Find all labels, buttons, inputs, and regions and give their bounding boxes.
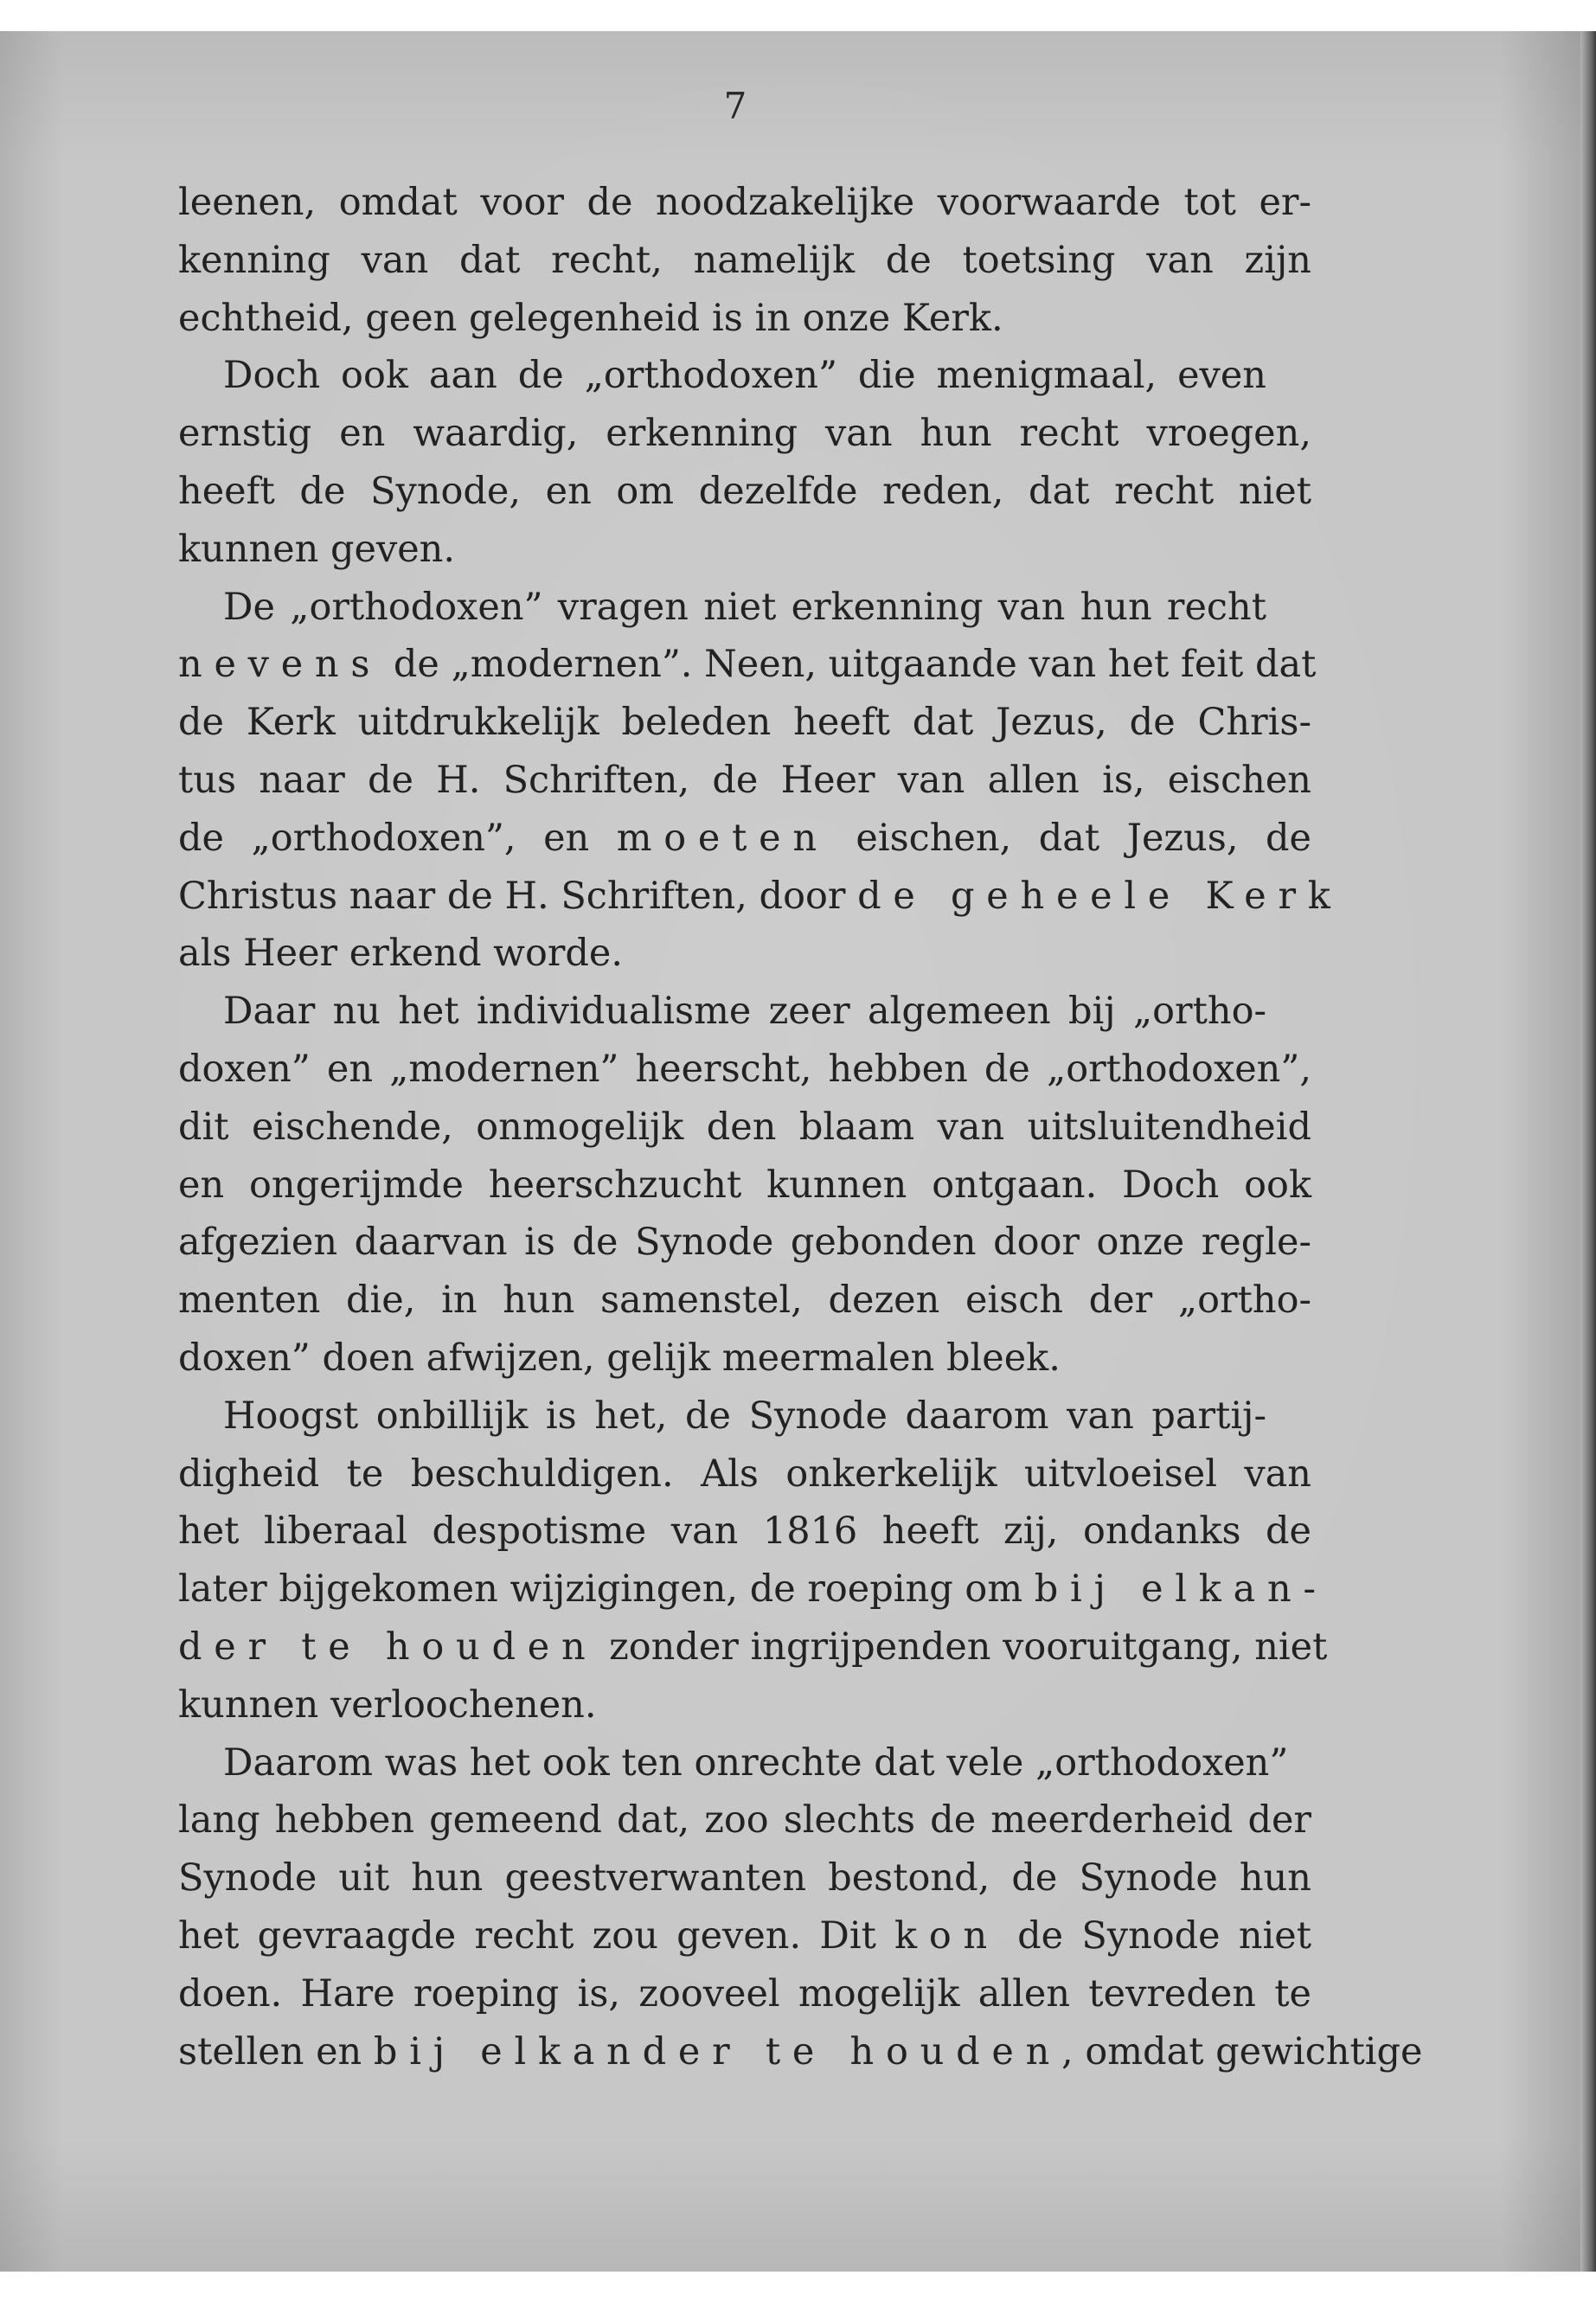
spaced-emphasis: bij elkander te houden <box>373 2029 1062 2073</box>
text-line <box>178 636 1317 694</box>
text-run: Hoogst onbillijk is het, de Synode daarom van partij- <box>223 1394 1266 1438</box>
text-run: Doch ook aan de „orthodoxen” die menigmaal, even <box>223 354 1266 398</box>
text-line <box>178 1099 1311 1157</box>
spaced-emphasis: moeten <box>616 816 829 860</box>
page-edge-shadow <box>1580 31 1596 2272</box>
text-line <box>178 1907 1311 1965</box>
text-line-content <box>178 1099 1311 1157</box>
text-line <box>178 752 1311 810</box>
scanned-page <box>0 31 1596 2272</box>
text-line <box>178 579 1311 637</box>
text-line-content <box>178 521 1311 579</box>
text-run: menten die, in hun samenstel, dezen eisch der „ortho- <box>178 1279 1311 1323</box>
text-line <box>178 925 1311 983</box>
text-line-content <box>178 1041 1311 1099</box>
text-line-content <box>178 232 1311 290</box>
spaced-emphasis: kon <box>894 1913 999 1958</box>
text-line <box>178 1561 1328 1618</box>
text-run: afgezien daarvan is de Synode gebonden door onze regle- <box>178 1221 1311 1265</box>
text-line <box>178 174 1311 232</box>
text-run: de „orthodoxen”, en <box>178 816 617 860</box>
text-line <box>178 983 1311 1041</box>
text-run: kunnen geven. <box>178 527 456 571</box>
text-line-content <box>178 405 1311 463</box>
spaced-emphasis: bij elkan- <box>1034 1567 1328 1612</box>
text-run: eischen, dat Jezus, de <box>828 816 1311 860</box>
text-line <box>178 405 1311 463</box>
text-line-content <box>178 1791 1311 1849</box>
text-run: Christus naar de H. Schriften, door <box>178 874 858 918</box>
text-run: kenning van dat recht, namelijk de toetsing van zijn <box>178 238 1311 282</box>
text-line <box>178 1849 1311 1907</box>
text-run: als Heer erkend worde. <box>178 932 624 976</box>
text-line <box>178 1791 1311 1849</box>
text-line-content <box>178 1445 1311 1503</box>
spaced-emphasis: der te houden <box>178 1625 598 1669</box>
text-line <box>178 694 1311 752</box>
text-line-content <box>178 290 1311 348</box>
text-run: lang hebben gemeend dat, zoo slechts de meerderheid der <box>178 1798 1311 1843</box>
text-line-content <box>178 752 1311 810</box>
text-run: , omdat gewichtige <box>1061 2029 1423 2073</box>
text-run: stellen en <box>178 2029 374 2073</box>
text-line-content <box>223 1734 1289 1792</box>
text-line <box>178 810 1311 868</box>
body-text <box>178 174 1423 2080</box>
text-run: Daar nu het individualisme zeer algemeen bij „ortho- <box>223 990 1266 1034</box>
text-line-content <box>178 1272 1311 1330</box>
text-line <box>178 1157 1311 1215</box>
text-line-content <box>178 1503 1311 1561</box>
text-run: doen. Hare roeping is, zooveel mogelijk allen tevreden te <box>178 1971 1311 2016</box>
text-line-content <box>223 1388 1266 1445</box>
text-line-content <box>178 1849 1311 1907</box>
text-line <box>178 1676 1311 1734</box>
text-line-content <box>178 694 1311 752</box>
text-line-content <box>178 636 1317 694</box>
text-run: kunnen verloochenen. <box>178 1682 597 1727</box>
text-run: echtheid, geen gelegenheid is in onze Kerk. <box>178 296 1003 340</box>
text-line-content <box>178 925 1311 983</box>
text-run: ernstig en waardig, erkenning van hun recht vroegen, <box>178 412 1311 456</box>
text-line-content <box>178 868 1343 926</box>
text-line-content <box>178 1676 1311 1734</box>
text-line <box>178 1272 1311 1330</box>
text-run: het gevraagde recht zou geven. Dit <box>178 1913 895 1958</box>
text-run: digheid te beschuldigen. Als onkerkelijk uitvloeisel van <box>178 1452 1311 1496</box>
text-line-content <box>178 1561 1328 1618</box>
text-run: en ongerijmde heerschzucht kunnen ontgaan. Doch ook <box>178 1163 1311 1207</box>
text-line <box>178 463 1311 521</box>
text-line <box>178 347 1311 405</box>
text-line <box>178 868 1343 926</box>
text-line <box>178 232 1311 290</box>
text-line <box>178 1503 1311 1561</box>
text-line-content <box>178 463 1311 521</box>
text-line <box>178 1214 1311 1272</box>
text-run: de Kerk uitdrukkelijk beleden heeft dat Jezus, de Chris- <box>178 701 1311 745</box>
text-line <box>178 1330 1311 1388</box>
text-line-content <box>178 1907 1311 1965</box>
text-line-content <box>178 1157 1311 1215</box>
text-run: leenen, omdat voor de noodzakelijke voorwaarde tot er- <box>178 181 1311 224</box>
text-line <box>178 1734 1311 1792</box>
text-line-content <box>223 579 1266 637</box>
text-line <box>178 1618 1328 1676</box>
spaced-emphasis: de geheele Kerk <box>857 874 1343 918</box>
text-run: de Synode niet <box>998 1913 1311 1958</box>
text-line <box>178 1041 1311 1099</box>
text-run: zonder ingrijpenden vooruitgang, niet <box>597 1625 1328 1669</box>
text-run: doxen” doen afwijzen, gelijk meermalen bleek. <box>178 1336 1061 1380</box>
text-line <box>178 2023 1423 2081</box>
text-run: later bijgekomen wijzigingen, de roeping om <box>178 1567 1035 1612</box>
text-line-content <box>178 1965 1311 2023</box>
text-run: de „modernen”. Neen, uitgaande van het feit dat <box>381 643 1317 687</box>
text-run: doxen” en „modernen” heerscht, hebben de „orthodoxen”, <box>178 1047 1311 1091</box>
text-run: Daarom was het ook ten onrechte dat vele „orthodoxen” <box>223 1740 1289 1785</box>
text-line-content <box>178 810 1311 868</box>
text-line-content <box>223 347 1266 405</box>
text-run: tus naar de H. Schriften, de Heer van allen is, eischen <box>178 758 1311 802</box>
text-line-content <box>178 1618 1328 1676</box>
text-line <box>178 1388 1311 1445</box>
text-line-content <box>223 983 1266 1041</box>
text-run: De „orthodoxen” vragen niet erkenning van hun recht <box>223 585 1266 629</box>
spaced-emphasis: nevens <box>178 643 382 687</box>
page-number: 7 <box>723 85 747 127</box>
text-run: Synode uit hun geestverwanten bestond, de Synode hun <box>178 1856 1311 1900</box>
text-line-content <box>178 1214 1311 1272</box>
text-run: heeft de Synode, en om dezelfde reden, dat recht niet <box>178 469 1311 513</box>
text-line-content <box>178 2023 1423 2081</box>
text-line-content <box>178 1330 1311 1388</box>
text-line-content <box>178 174 1311 232</box>
text-line <box>178 521 1311 579</box>
text-run: het liberaal despotisme van 1816 heeft zij, ondanks de <box>178 1509 1311 1554</box>
text-line <box>178 1445 1311 1503</box>
text-run: dit eischende, onmogelijk den blaam van uitsluitendheid <box>178 1105 1311 1149</box>
text-line <box>178 1965 1311 2023</box>
text-line <box>178 290 1311 348</box>
